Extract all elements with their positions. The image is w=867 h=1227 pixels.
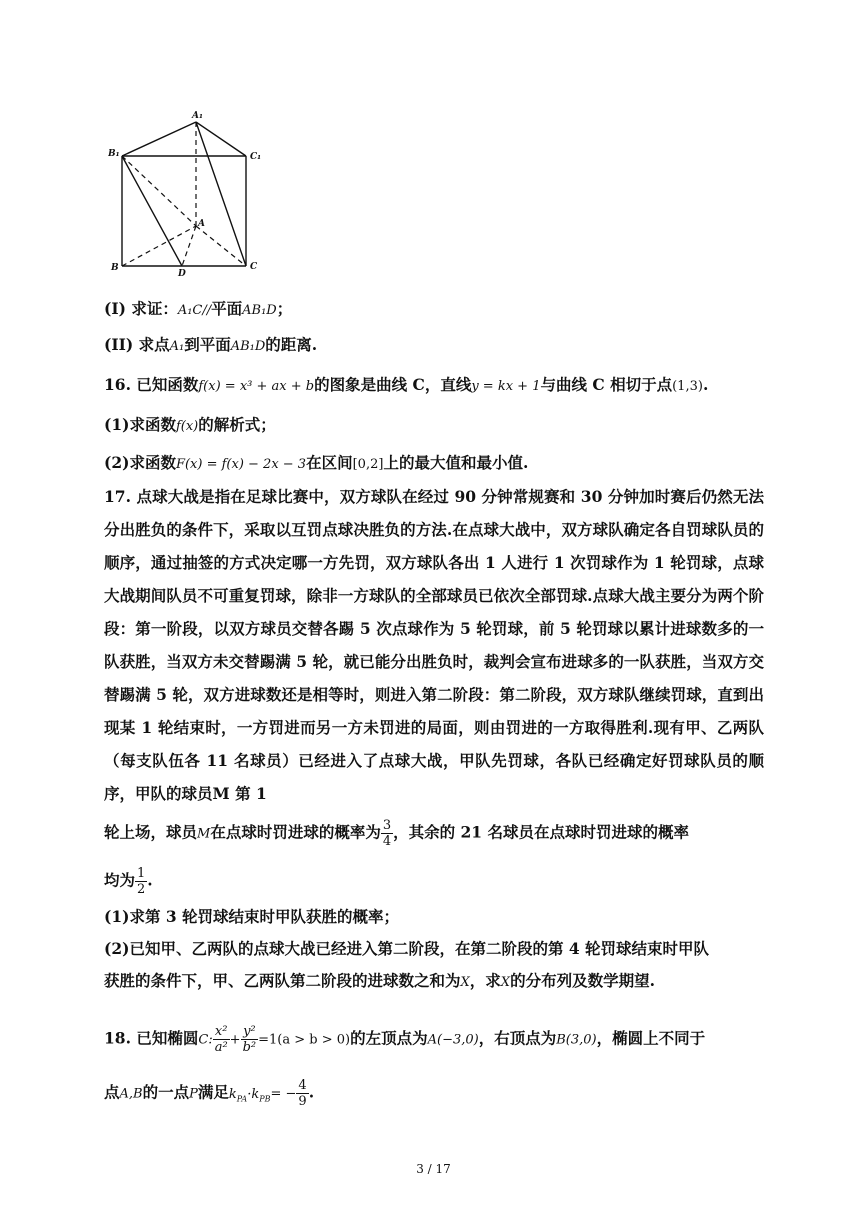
label-b: B: [111, 263, 119, 273]
q18-line2: 点A,B的一点P满足$k_{PA}\cdot k_{PB}=$ − $\frac{4}{9}$ .: [104, 1078, 315, 1109]
label-d: D: [178, 269, 186, 278]
edge-a1-c1: [196, 122, 246, 156]
fraction-one-half: $\frac{1}{2}$: [137, 866, 146, 897]
edge-b1-d: [122, 156, 182, 266]
edge-b-a: [122, 226, 196, 266]
edge-a-d: [182, 226, 196, 266]
q17-part1: (1)求第 3 轮罚球结束时甲队获胜的概率；: [104, 907, 400, 926]
q15-part1: (I) 求证：A₁C//平面AB₁D；: [104, 299, 293, 318]
q18-line1: 18. 已知椭圆C: $\frac{\text{x²}}{\text{a²}}$ + $\frac{\text{y²}}{\text{b²}}$ =1(a > b > 0)的左顶点为A(−3,0)，右顶点为B(3,0)，椭圆上不同于: [104, 1024, 706, 1055]
prism-figure: [108, 108, 268, 278]
page-number: 3 / 17: [416, 1162, 451, 1176]
fraction-three-quarters: $\frac{3}{4}$: [382, 818, 392, 849]
q17-line-prob: 轮上场，球员M在点球时罚进球的概率为 $\frac{3}{4}$ ，其余的 21 名球员在点球时罚进球的概率: [104, 818, 689, 849]
q17-part2-line2: 获胜的条件下，甲、乙两队第二阶段的进球数之和为X，求X的分布列及数学期望.: [104, 971, 655, 990]
q16-part1: (1)求函数f(x)的解析式；: [104, 415, 276, 434]
edge-b1-a1: [122, 122, 196, 156]
q15-part2: (II) 求点A₁到平面AB₁D的距离.: [104, 335, 318, 354]
q17-part2-line1: (2)已知甲、乙两队的点球大战已经进入第二阶段，在第二阶段的第 4 轮罚球结束时甲队: [104, 939, 710, 958]
q17-line-half: 均为 $\frac{1}{2}$ .: [104, 866, 153, 897]
edge-b1-a: [122, 156, 196, 226]
label-c1: C₁: [250, 152, 262, 162]
edge-a1-c: [196, 122, 246, 266]
label-a1: A₁: [192, 111, 203, 121]
q16-part2: (2)求函数F(x) = f(x) − 2x − 3在区间[0,2]上的最大值和最小值.: [104, 453, 529, 472]
q16-intro: 16. 已知函数f(x) = x³ + ax + b的图象是曲线 C，直线y = kx + 1与曲线 C 相切于点(1,3).: [104, 375, 709, 394]
q17-body: 17. 点球大战是指在足球比赛中，双方球队在经过 90 分钟常规赛和 30 分钟加时赛后仍然无法分出胜负的条件下，采取以互罚点球决胜负的方法.在点球大战中，双方球队确定各自罚球队员的顺序，通过抽签的方式决定哪一方先罚，双方球队各出 1 人进行 1 次罚球作为 1 轮罚球，点球大战期间队员不可重复罚球，除非一方球队的全部球员已依次全部罚球.点球大战主要分为两个阶段：第一阶段，以双方球员交替各踢 5 次点球作为 5 轮罚球，前 5 轮罚球以累计进球数多的一队获胜，当双方未交替踢满 5 轮，就已能分出胜负时，裁判会宣布进球多的一队获胜，当双方交替踢满 5 轮，双方进球数还是相等时，则进入第二阶段：第二阶段，双方球队继续罚球，直到出现某 1 轮结束时，一方罚进而另一方未罚进的局面，则由罚进的一方取得胜利.现有甲、乙两队（每支队伍各 11 名球员）已经进入了点球大战，甲队先罚球，各队已经确定好罚球队员的顺序，甲队的球员M 第 1: [104, 487, 764, 803]
label-c: C: [250, 262, 258, 272]
label-a: A: [198, 219, 205, 229]
label-b1: B₁: [108, 149, 120, 159]
